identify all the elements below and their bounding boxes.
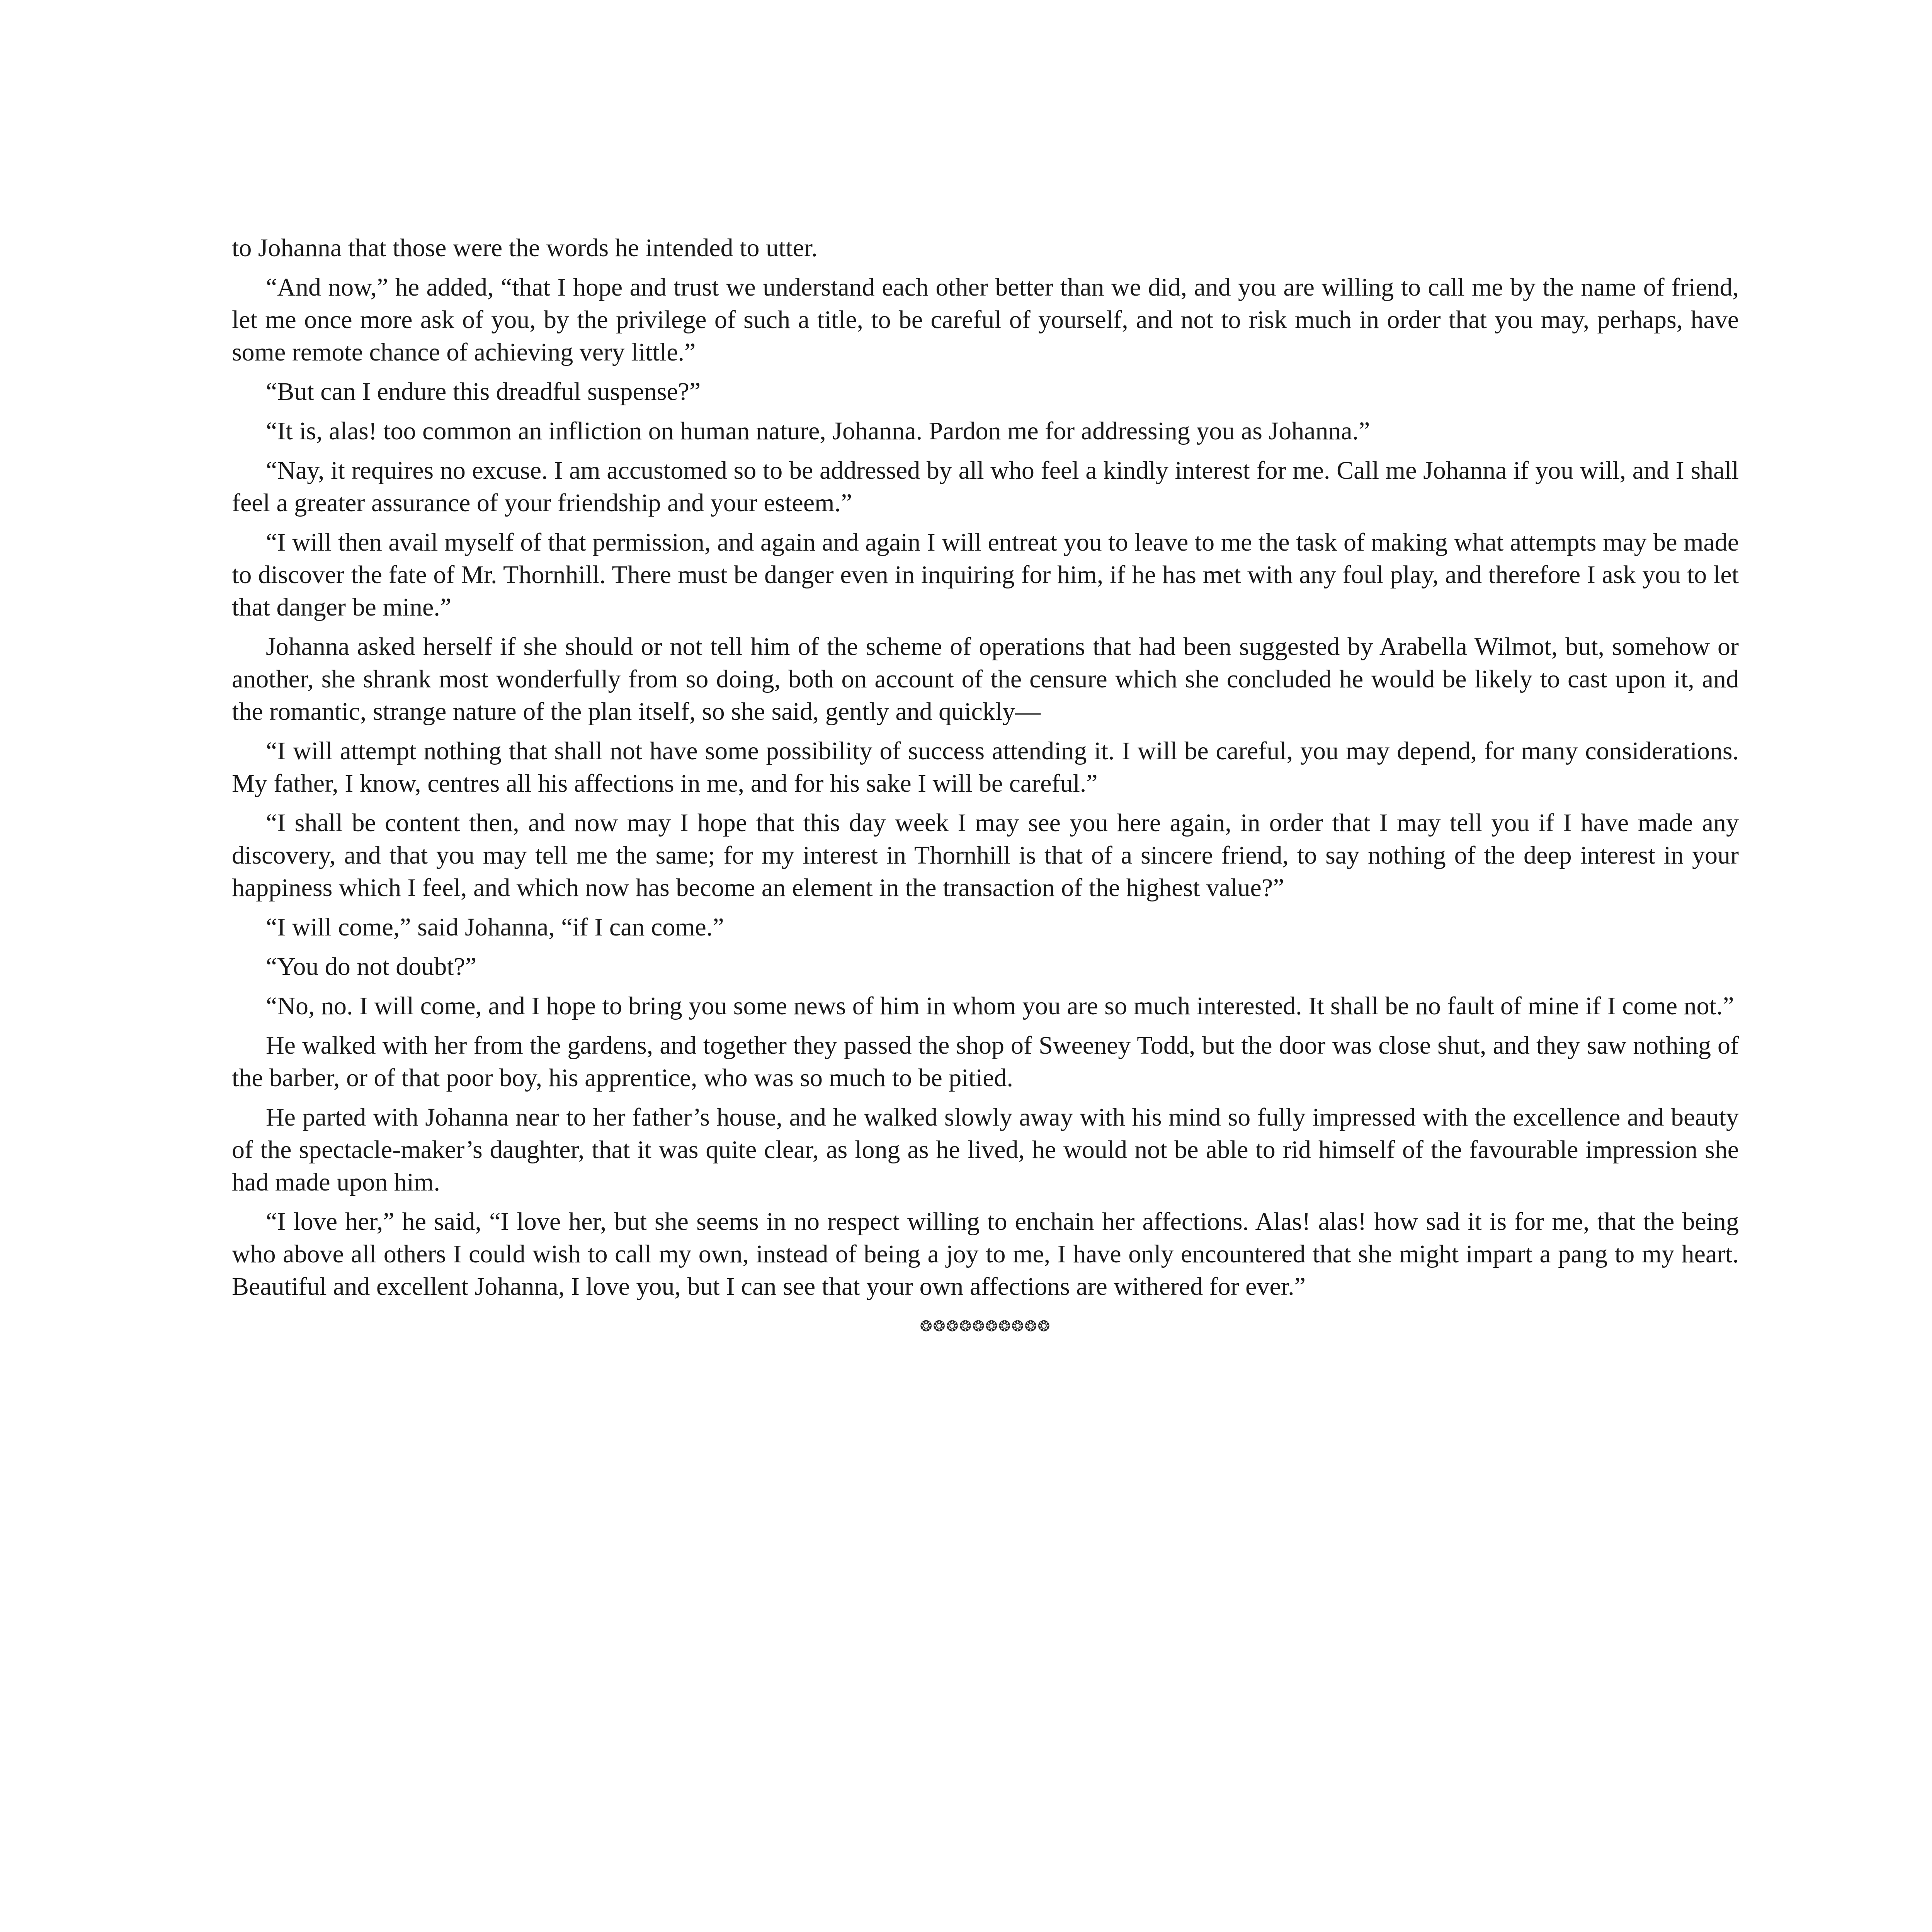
paragraph: to Johanna that those were the words he intended to utter.	[232, 234, 818, 262]
paragraph: “And now,” he added, “that I hope and trust we understand each other better than we did, and you are willing to call me by the name of friend, let me once more ask of you, by the privilege of such a title, to be careful of yourself, and not to risk much in order that you may, perhaps, have some remote chance of achieving very little.”	[232, 273, 1739, 366]
paragraph: “I love her,” he said, “I love her, but she seems in no respect willing to enchain her affections. Alas! alas! how sad it is for me, that the being who above all others I could wish to call my own, instead of being a joy to me, I have only encountered that she might impart a pang to my heart. Beautiful and excellent Johanna, I love you, but I can see that your own affections are withered for ever.”	[232, 1208, 1739, 1301]
paragraph: “I will then avail myself of that permission, and again and again I will entreat you to leave to me the task of making what attempts may be made to discover the fate of Mr. Thornhill. There must be danger even in inquiring for him, if he has met with any foul play, and therefore I ask you to let that danger be mine.”	[232, 528, 1739, 621]
paragraph: “I will attempt nothing that shall not have some possibility of success attending it. I will be careful, you may depend, for many considerations. My father, I know, centres all his affections in me, and for his sake I will be careful.”	[232, 737, 1739, 798]
paragraph: “But can I endure this dreadful suspense?”	[266, 378, 701, 406]
paragraph: He parted with Johanna near to her father’s house, and he walked slowly away with his mind so fully impressed with the excellence and beauty of the spectacle-maker’s daughter, that it was quite clear, as long as he lived, he would not be able to rid himself of the favourable impression she had made upon him.	[232, 1103, 1739, 1196]
paragraph: “Nay, it requires no excuse. I am accustomed so to be addressed by all who feel a kindly interest for me. Call me Johanna if you will, and I shall feel a greater assurance of your friendship and your esteem.”	[232, 456, 1739, 517]
paragraph: “It is, alas! too common an infliction on human nature, Johanna. Pardon me for addressing you as Johanna.”	[266, 417, 1370, 445]
paragraph: “No, no. I will come, and I hope to bring you some news of him in whom you are so much interested. It shall be no fault of mine if I come not.”	[266, 992, 1734, 1020]
section-break-ornament: ❂❂❂❂❂❂❂❂❂❂	[920, 1318, 1051, 1335]
paragraph: “You do not doubt?”	[266, 952, 477, 981]
paragraph: He walked with her from the gardens, and together they passed the shop of Sweeney Todd, but the door was close shut, and they saw nothing of the barber, or of that poor boy, his apprentice, who was so much to be pitied.	[232, 1031, 1739, 1092]
paragraph: “I will come,” said Johanna, “if I can come.”	[266, 913, 724, 941]
paragraph: Johanna asked herself if she should or not tell him of the scheme of operations that had been suggested by Arabella Wilmot, but, somehow or another, she shrank most wonderfully from so doing, both on account of the censure which she concluded he would be likely to cast upon it, and the romantic, strange nature of the plan itself, so she said, gently and quickly—	[232, 633, 1739, 726]
paragraph: “I shall be content then, and now may I hope that this day week I may see you here again, in order that I may tell you if I have made any discovery, and that you may tell me the same; for my interest in Thornhill is that of a sincere friend, to say nothing of the deep interest in your happiness which I feel, and which now has become an element in the transaction of the highest value?”	[232, 809, 1739, 902]
page-body	[232, 232, 1739, 1342]
